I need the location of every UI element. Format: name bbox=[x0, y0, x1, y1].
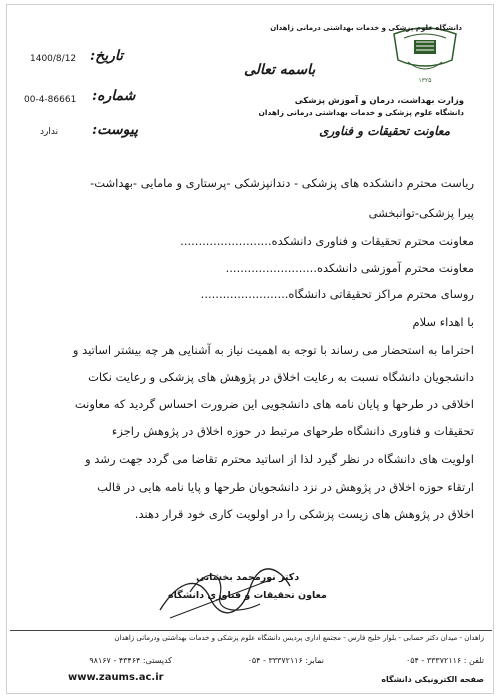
attachment-value: ندارد bbox=[40, 127, 59, 137]
university-name: دانشگاه علوم پزشکی و خدمات بهداشتی درمانی زاهدان bbox=[258, 108, 464, 117]
ministry-name: وزارت بهداشت، درمان و آموزش پزشکی bbox=[294, 96, 464, 106]
date-value: 1400/8/12 bbox=[30, 54, 77, 64]
footer-divider bbox=[10, 630, 492, 631]
body-line: اخلاق در پژوهش های زیست پزشکی را در اولویت کاری خود قرار دهند. bbox=[134, 507, 474, 521]
footer-email-label: صفحه الکترونیکی دانشگاه bbox=[381, 675, 484, 684]
recipient-line: پیرا پزشکی-توانبخشی bbox=[368, 206, 474, 220]
number-value: 00-4-86661 bbox=[24, 95, 77, 105]
date-label: تاریخ: bbox=[90, 48, 124, 64]
recipient-line: ریاست محترم دانشکده های پزشکی - دندانپزشکی -پرستاری و مامایی -بهداشت- bbox=[90, 176, 474, 190]
body-line: اولویت های دانشگاه در نظر گیرد لذا از اساتید محترم تقاضا می گردد جهت رشد و bbox=[85, 452, 474, 466]
university-name-top: دانشگاه علوم پزشکی و خدمات بهداشتی درمانی زاهدان bbox=[270, 24, 462, 32]
footer-phone: تلفن : ۳۳۳۷۲۱۱۶ - ۰۵۴ bbox=[405, 656, 484, 665]
body-line: ارتقاء حوزه اخلاق در پژوهش در نزد دانشجویان طرحها و پایا نامه هایی در قالب bbox=[97, 480, 474, 494]
recipient-line: معاونت محترم آموزشی دانشکده......................... bbox=[225, 261, 474, 275]
body-line: تحقیقات و فناوری دانشگاه طرحهای مرتبط در حوزه اخلاق در پژوهش راجزء bbox=[111, 424, 474, 438]
body-line: اخلاقی در طرحها و پایان نامه های دانشجویی این ضرورت احساس گردید که معاونت bbox=[74, 397, 474, 411]
body-line: احتراما به استحضار می رساند با توجه به اهمیت نیاز به آشنایی هر چه بیشتر اساتید و bbox=[72, 343, 474, 357]
greeting: با اهداء سلام bbox=[412, 315, 474, 329]
footer-fax: نمابر: ۳۳۳۷۲۱۱۶ - ۰۵۴ bbox=[247, 656, 324, 665]
recipient-line: روسای محترم مراکز تحقیقاتی دانشگاه........................ bbox=[200, 287, 474, 301]
recipient-line: معاونت محترم تحقیقات و فناوری دانشکده......................... bbox=[180, 234, 474, 248]
svg-text:۱۳۲۵: ۱۳۲۵ bbox=[418, 77, 432, 84]
invocation: باسمه تعالی bbox=[244, 62, 316, 78]
signatory-name: دکتر نورمحمد بخشانی bbox=[196, 572, 300, 583]
number-label: شماره: bbox=[92, 88, 136, 104]
university-website-link[interactable]: www.zaums.ac.ir bbox=[68, 672, 164, 683]
deputy-title: معاونت تحقیقات و فناوری bbox=[319, 124, 450, 138]
footer-address: زاهدان - میدان دکتر حسابی - بلوار خلیج فارس - مجتمع اداری پردیس دانشگاه علوم پزشکی و خدمات بهداشتی ودرمانی زاهدان bbox=[114, 634, 484, 642]
signatory-title: معاون تحقیقات و فناوری دانشگاه bbox=[168, 590, 327, 601]
attachment-label: پیوست: bbox=[92, 122, 138, 138]
body-line: دانشجویان دانشگاه نسبت به رعایت اخلاق در پژوهش های پزشکی و رعایت نکات bbox=[88, 370, 474, 384]
footer-postal: کدپستی: ۴۳۴۶۴ - ۹۸۱۶۷ bbox=[89, 656, 172, 665]
